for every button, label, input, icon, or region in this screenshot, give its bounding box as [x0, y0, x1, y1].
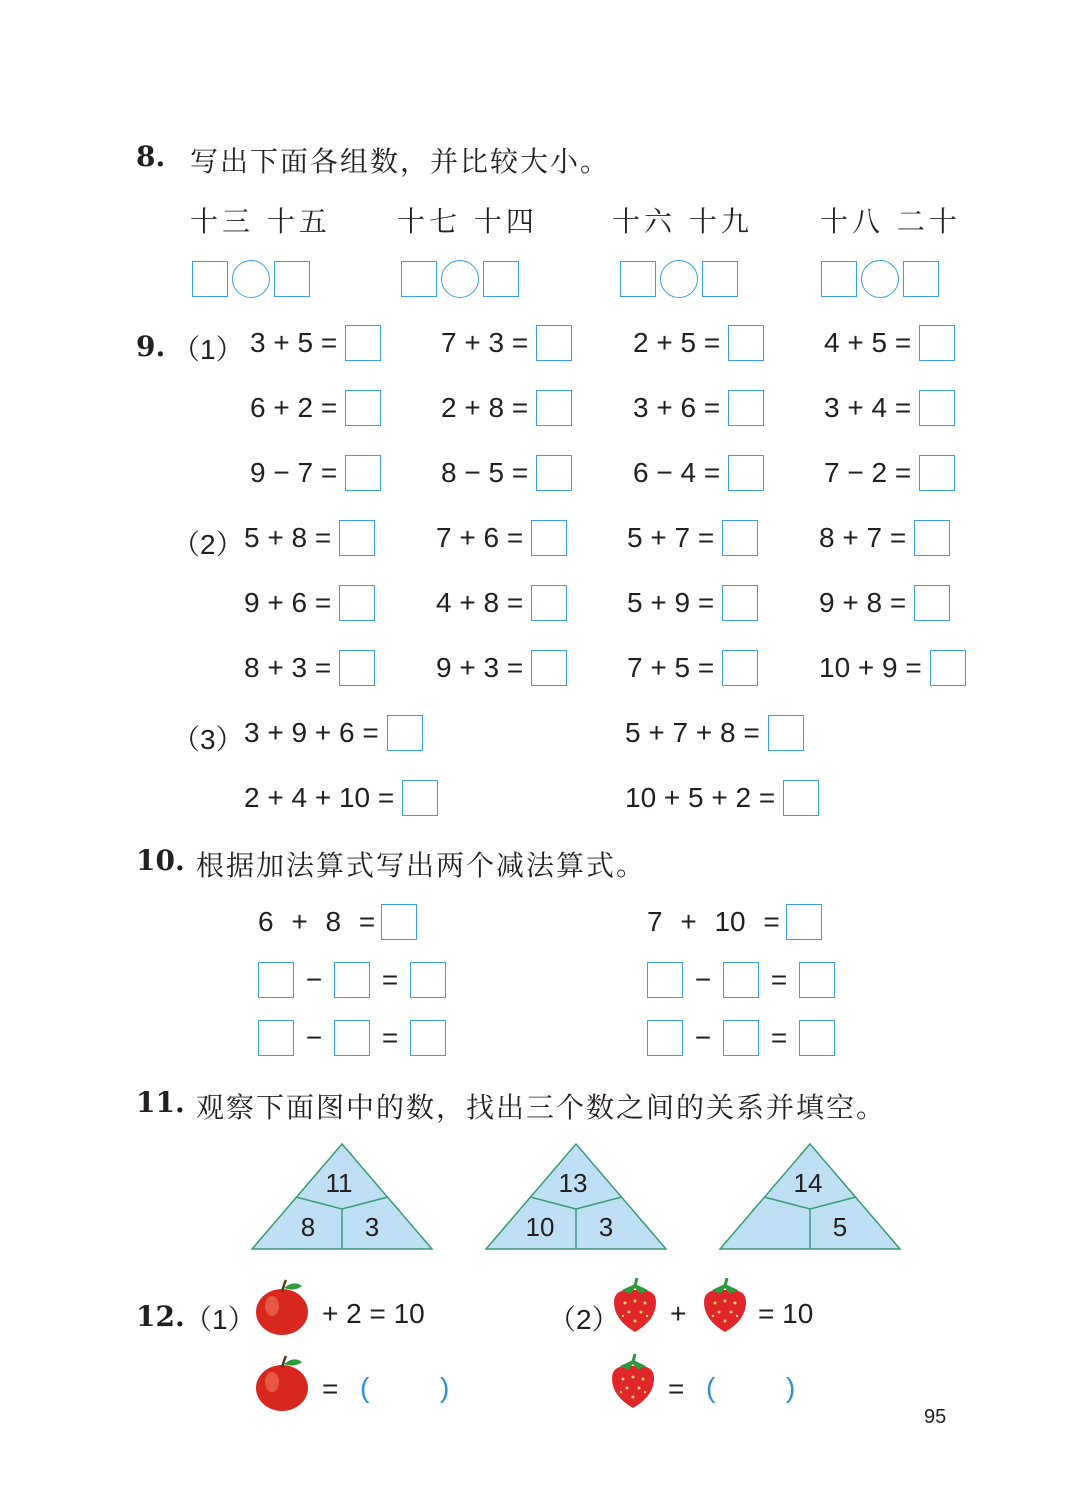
compare-circle[interactable]	[441, 260, 479, 298]
triangle-top-number: 11	[325, 1168, 353, 1198]
q8-group-3: 十六 十九	[612, 205, 753, 238]
answer-box[interactable]	[345, 455, 381, 491]
equation: 6 + 2 =	[250, 390, 381, 426]
q8-instruction: 写出下面各组数，并比较大小。	[190, 145, 611, 178]
equation: 8 − 5 =	[441, 455, 572, 491]
triangle-top-number: 14	[793, 1168, 823, 1198]
q9-number: 9.	[136, 330, 166, 363]
number-triangle-2	[484, 1142, 668, 1252]
equation: 5 + 9 =	[627, 585, 758, 621]
strawberry-icon	[610, 1276, 660, 1336]
equation: 7 + 5 =	[627, 650, 758, 686]
answer-box[interactable]	[410, 1020, 446, 1056]
equation: 3 + 4 =	[824, 390, 955, 426]
compare-circle[interactable]	[232, 260, 270, 298]
q8-compare-2	[401, 260, 519, 298]
answer-box[interactable]	[274, 261, 310, 297]
equation: 9 − 7 =	[250, 455, 381, 491]
answer-box[interactable]	[647, 1020, 683, 1056]
equation: 7 + 6 =	[436, 520, 567, 556]
equation: 2 + 8 =	[441, 390, 572, 426]
answer-box[interactable]	[903, 261, 939, 297]
answer-box[interactable]	[723, 962, 759, 998]
answer-box[interactable]	[402, 780, 438, 816]
equation: 7 − 2 =	[824, 455, 955, 491]
q12-part1-paren-open: (	[360, 1372, 370, 1403]
equation: 4 + 8 =	[436, 585, 567, 621]
strawberry-icon	[700, 1276, 750, 1336]
equation: 4 + 5 =	[824, 325, 955, 361]
subtraction-equation: − =	[647, 1020, 835, 1056]
answer-box[interactable]	[334, 1020, 370, 1056]
q12-part2-paren-close: )	[786, 1372, 796, 1403]
answer-box[interactable]	[339, 585, 375, 621]
q12-part2-answer[interactable]	[724, 1368, 782, 1408]
answer-box[interactable]	[531, 520, 567, 556]
answer-box[interactable]	[702, 261, 738, 297]
triangle-left-number: 10	[525, 1212, 555, 1242]
triangle-top-number: 13	[558, 1168, 588, 1198]
answer-box[interactable]	[334, 962, 370, 998]
q8-group-1: 十三 十五	[190, 205, 331, 238]
equation: 3 + 5 =	[250, 325, 381, 361]
q12-part2-paren-open: (	[706, 1372, 716, 1403]
answer-box[interactable]	[728, 325, 764, 361]
q12-part2-equation: = 10	[758, 1298, 814, 1329]
answer-box[interactable]	[722, 585, 758, 621]
compare-circle[interactable]	[861, 260, 899, 298]
q12-part1-answer[interactable]	[378, 1368, 436, 1408]
equation: 9 + 3 =	[436, 650, 567, 686]
apple-icon	[254, 1354, 310, 1412]
q8-compare-3	[620, 260, 738, 298]
answer-box[interactable]	[722, 650, 758, 686]
addition-equation: 7 + 10 =	[647, 904, 822, 940]
q9-part1-label: （1）	[172, 334, 244, 365]
q9-part2-label: （2）	[172, 529, 244, 560]
subtraction-equation: − =	[647, 962, 835, 998]
answer-box[interactable]	[536, 325, 572, 361]
compare-circle[interactable]	[660, 260, 698, 298]
q11-number: 11.	[136, 1086, 185, 1119]
q10-instruction: 根据加法算式写出两个减法算式。	[196, 849, 647, 882]
equation: 3 + 9 + 6 =	[244, 715, 423, 751]
q12-plus: +	[670, 1298, 687, 1329]
answer-box[interactable]	[723, 1020, 759, 1056]
equation: 10 + 5 + 2 =	[625, 780, 819, 816]
equation: 8 + 7 =	[819, 520, 950, 556]
answer-box[interactable]	[728, 455, 764, 491]
equation: 6 − 4 =	[633, 455, 764, 491]
q12-part2-equals: =	[668, 1373, 685, 1404]
answer-box[interactable]	[821, 261, 857, 297]
apple-icon	[254, 1278, 310, 1336]
answer-box[interactable]	[258, 962, 294, 998]
answer-box[interactable]	[531, 650, 567, 686]
q12-part1-paren-close: )	[440, 1372, 450, 1403]
answer-box[interactable]	[919, 455, 955, 491]
subtraction-equation: − =	[258, 962, 446, 998]
equation: 10 + 9 =	[819, 650, 966, 686]
triangle-right-number: 3	[598, 1212, 614, 1242]
answer-box[interactable]	[531, 585, 567, 621]
answer-box[interactable]	[345, 325, 381, 361]
q8-group-4: 十八 二十	[820, 205, 961, 238]
answer-box[interactable]	[401, 261, 437, 297]
answer-box[interactable]	[620, 261, 656, 297]
answer-box[interactable]	[536, 390, 572, 426]
q12-part1-equals: =	[322, 1373, 339, 1404]
equation: 9 + 8 =	[819, 585, 950, 621]
strawberry-icon	[608, 1352, 658, 1412]
answer-box[interactable]	[192, 261, 228, 297]
answer-box[interactable]	[919, 390, 955, 426]
equation: 2 + 4 + 10 =	[244, 780, 438, 816]
q8-compare-4	[821, 260, 939, 298]
triangle-right-number: 3	[364, 1212, 380, 1242]
answer-box[interactable]	[722, 520, 758, 556]
answer-box[interactable]	[786, 904, 822, 940]
answer-box[interactable]	[381, 904, 417, 940]
number-triangle-1	[250, 1142, 434, 1252]
q12-part1-label: （1）	[184, 1304, 256, 1335]
answer-box[interactable]	[768, 715, 804, 751]
answer-box[interactable]	[339, 650, 375, 686]
q9-part3-label: （3）	[172, 724, 244, 755]
answer-box[interactable]	[930, 650, 966, 686]
answer-box[interactable]	[387, 715, 423, 751]
q12-number: 12.	[136, 1300, 185, 1333]
answer-box[interactable]	[914, 585, 950, 621]
subtraction-equation: − =	[258, 1020, 446, 1056]
equation: 3 + 6 =	[633, 390, 764, 426]
answer-box[interactable]	[339, 520, 375, 556]
answer-box[interactable]	[919, 325, 955, 361]
equation: 8 + 3 =	[244, 650, 375, 686]
equation: 9 + 6 =	[244, 585, 375, 621]
equation: 5 + 8 =	[244, 520, 375, 556]
q12-part2-label: （2）	[548, 1304, 620, 1335]
answer-box[interactable]	[483, 261, 519, 297]
q11-instruction: 观察下面图中的数，找出三个数之间的关系并填空。	[196, 1091, 887, 1124]
q8-group-2: 十七 十四	[397, 205, 538, 238]
equation: 7 + 3 =	[441, 325, 572, 361]
answer-box[interactable]	[536, 455, 572, 491]
q8-number: 8.	[136, 140, 166, 173]
answer-box[interactable]	[799, 962, 835, 998]
answer-box[interactable]	[258, 1020, 294, 1056]
q10-number: 10.	[136, 844, 185, 877]
answer-box[interactable]	[647, 962, 683, 998]
triangle-left-number: 8	[300, 1212, 316, 1242]
triangle-right-number: 5	[832, 1212, 848, 1242]
addition-equation: 6 + 8 =	[258, 904, 417, 940]
number-triangle-3	[718, 1142, 902, 1252]
answer-box[interactable]	[410, 962, 446, 998]
equation: 5 + 7 =	[627, 520, 758, 556]
q12-part1-equation: + 2 = 10	[322, 1298, 425, 1329]
equation: 2 + 5 =	[633, 325, 764, 361]
answer-box[interactable]	[345, 390, 381, 426]
answer-box[interactable]	[728, 390, 764, 426]
answer-box[interactable]	[799, 1020, 835, 1056]
q8-compare-1	[192, 260, 310, 298]
answer-box[interactable]	[783, 780, 819, 816]
equation: 5 + 7 + 8 =	[625, 715, 804, 751]
page-number: 95	[924, 1406, 947, 1428]
answer-box[interactable]	[914, 520, 950, 556]
